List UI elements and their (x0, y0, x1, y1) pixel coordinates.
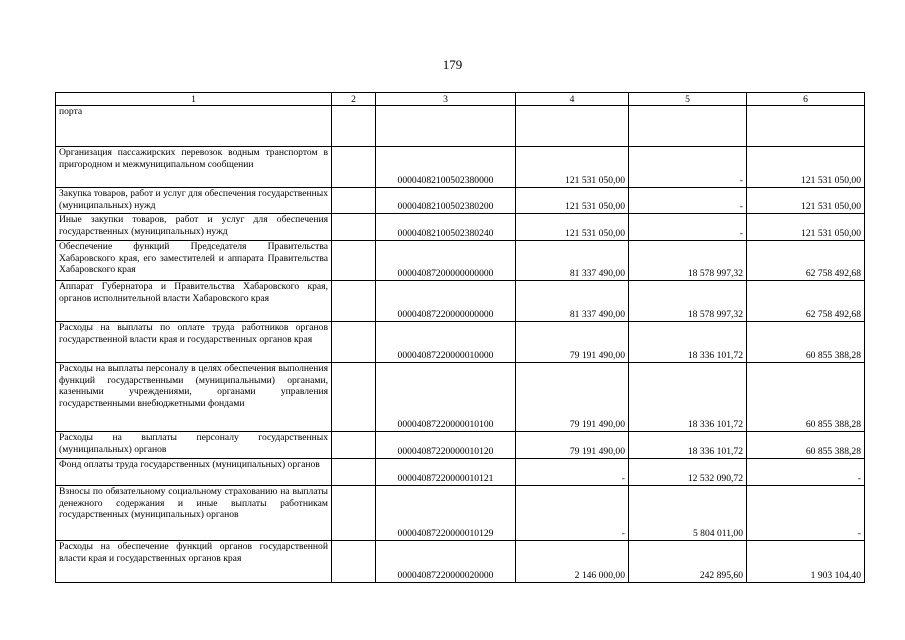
row-column-2 (332, 147, 376, 188)
row-column-5: 18 578 997,32 (629, 241, 747, 281)
row-column-2 (332, 281, 376, 322)
row-column-6: - (747, 486, 865, 541)
table-row (56, 459, 865, 486)
row-column-5: 12 532 090,72 (629, 459, 747, 486)
row-description: Расходы на выплаты персоналу в целях обеспечения выполнения функций государственными (муниципальными) органами, казенными учреждениями, органами управления государственными внебюджетными фондами (56, 363, 332, 432)
row-code: 00004082100502380200 (376, 188, 516, 214)
row-column-4: 121 531 050,00 (516, 147, 629, 188)
row-code (376, 106, 516, 147)
row-column-2 (332, 322, 376, 363)
row-column-4: - (516, 459, 629, 486)
table-row (56, 281, 865, 322)
row-column-4: 121 531 050,00 (516, 214, 629, 241)
row-column-6: 60 855 388,28 (747, 432, 865, 459)
row-code: 00004087220000010120 (376, 432, 516, 459)
row-column-4: 2 146 000,00 (516, 541, 629, 583)
row-column-5: 18 336 101,72 (629, 322, 747, 363)
row-column-5: 18 336 101,72 (629, 363, 747, 432)
row-column-4: 79 191 490,00 (516, 363, 629, 432)
row-column-2 (332, 363, 376, 432)
row-description: Обеспечение функций Председателя Правительства Хабаровского края, его заместителей и аппарата Правительства Хабаровского края (56, 241, 332, 281)
row-code: 00004087220000000000 (376, 281, 516, 322)
table-row (56, 486, 865, 541)
row-column-4 (516, 106, 629, 147)
table-row (56, 432, 865, 459)
row-code: 00004087220000010121 (376, 459, 516, 486)
table-row (56, 541, 865, 583)
table-row (56, 363, 865, 432)
row-column-5: 18 578 997,32 (629, 281, 747, 322)
row-description: порта (56, 106, 332, 147)
row-column-5: - (629, 188, 747, 214)
row-description: Расходы на выплаты по оплате труда работников органов государственной власти края и государственных органов края (56, 322, 332, 363)
row-column-6: 62 758 492,68 (747, 241, 865, 281)
table-row (56, 241, 865, 281)
column-header: 3 (376, 93, 516, 106)
row-column-2 (332, 541, 376, 583)
row-column-2 (332, 214, 376, 241)
row-column-2 (332, 188, 376, 214)
row-column-4: 79 191 490,00 (516, 322, 629, 363)
row-column-5: - (629, 147, 747, 188)
row-description: Фонд оплаты труда государственных (муниципальных) органов (56, 459, 332, 486)
row-description: Организация пассажирских перевозок водным транспортом в пригородном и межмуниципальном сообщении (56, 147, 332, 188)
row-column-2 (332, 241, 376, 281)
row-description: Закупка товаров, работ и услуг для обеспечения государственных (муниципальных) нужд (56, 188, 332, 214)
row-column-4: 81 337 490,00 (516, 281, 629, 322)
column-header: 5 (629, 93, 747, 106)
row-column-2 (332, 432, 376, 459)
row-code: 00004087220000020000 (376, 541, 516, 583)
row-code: 00004087220000010100 (376, 363, 516, 432)
row-description: Расходы на обеспечение функций органов государственной власти края и государственных органов края (56, 541, 332, 583)
row-column-4: - (516, 486, 629, 541)
row-code: 00004082100502380240 (376, 214, 516, 241)
row-code: 00004087220000010129 (376, 486, 516, 541)
column-header: 6 (747, 93, 865, 106)
row-column-5: 242 895,60 (629, 541, 747, 583)
row-description: Иные закупки товаров, работ и услуг для обеспечения государственных (муниципальных) нужд (56, 214, 332, 241)
row-column-6: 121 531 050,00 (747, 214, 865, 241)
column-header: 2 (332, 93, 376, 106)
row-description: Аппарат Губернатора и Правительства Хабаровского края, органов исполнительной власти Хабаровского края (56, 281, 332, 322)
row-column-6: 121 531 050,00 (747, 188, 865, 214)
row-column-6: - (747, 459, 865, 486)
row-column-4: 121 531 050,00 (516, 188, 629, 214)
row-column-5 (629, 106, 747, 147)
row-column-6 (747, 106, 865, 147)
row-column-5: 5 804 011,00 (629, 486, 747, 541)
row-column-5: - (629, 214, 747, 241)
row-description: Взносы по обязательному социальному страхованию на выплаты денежного содержания и иные выплаты работникам государственных (муниципальных) органов (56, 486, 332, 541)
table-row (56, 214, 865, 241)
column-header: 4 (516, 93, 629, 106)
row-code: 00004082100502380000 (376, 147, 516, 188)
row-column-6: 1 903 104,40 (747, 541, 865, 583)
page-number: 179 (442, 57, 463, 72)
row-column-6: 62 758 492,68 (747, 281, 865, 322)
table-row (56, 147, 865, 188)
table-row (56, 106, 865, 147)
row-column-2 (332, 459, 376, 486)
table-header-row (56, 93, 865, 106)
row-description: Расходы на выплаты персоналу государственных (муниципальных) органов (56, 432, 332, 459)
row-column-6: 60 855 388,28 (747, 363, 865, 432)
table-row (56, 188, 865, 214)
row-column-4: 81 337 490,00 (516, 241, 629, 281)
row-code: 00004087220000010000 (376, 322, 516, 363)
row-column-6: 121 531 050,00 (747, 147, 865, 188)
table-row (56, 322, 865, 363)
row-column-5: 18 336 101,72 (629, 432, 747, 459)
row-code: 00004087200000000000 (376, 241, 516, 281)
row-column-4: 79 191 490,00 (516, 432, 629, 459)
budget-table (55, 92, 865, 583)
row-column-2 (332, 486, 376, 541)
column-header: 1 (56, 93, 332, 106)
row-column-2 (332, 106, 376, 147)
row-column-6: 60 855 388,28 (747, 322, 865, 363)
